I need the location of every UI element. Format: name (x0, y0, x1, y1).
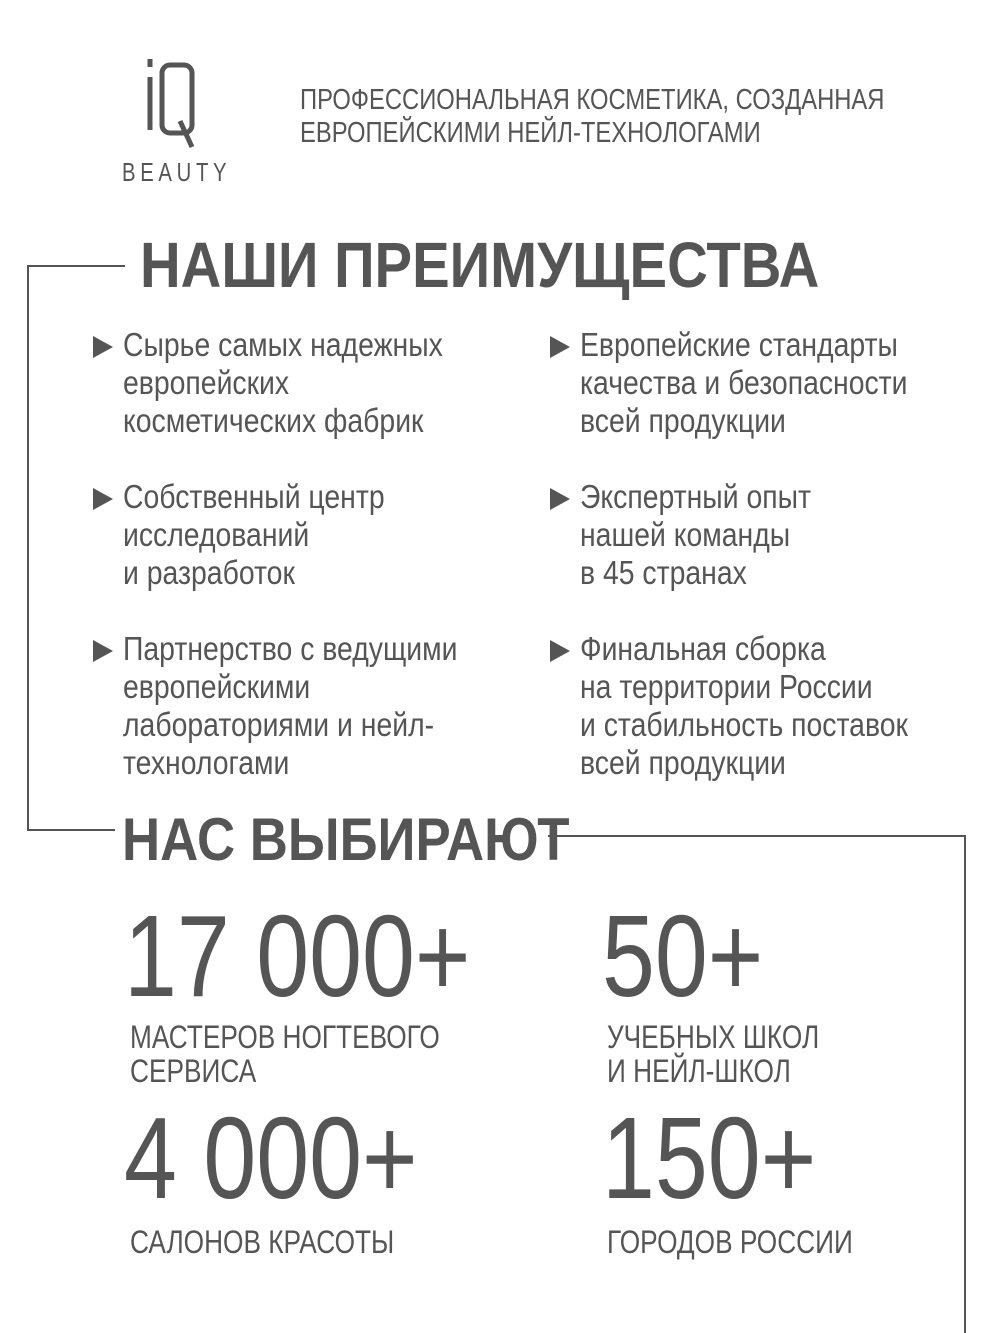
brand-logo (118, 55, 230, 190)
triangle-bullet-icon (550, 488, 570, 510)
advantage-line: косметических фабрик (123, 402, 424, 439)
frame-line-top-left (27, 265, 125, 267)
stat-label-line: ГОРОДОВ РОССИИ (607, 1224, 853, 1260)
advantage-line: Экспертный опыт (580, 478, 811, 515)
brand-tagline (300, 84, 884, 150)
advantage-line: Партнерство с ведущими (123, 630, 458, 667)
tagline-line: ПРОФЕССИОНАЛЬНАЯ КОСМЕТИКА, СОЗДАННАЯ (300, 84, 885, 116)
choose-title: НАС ВЫБИРАЮТ (122, 806, 570, 873)
stat-label (607, 1225, 853, 1259)
advantage-line: всей продукции (580, 744, 786, 781)
advantage-line: Европейские стандарты (580, 326, 898, 363)
stat-label-line: СЕРВИСА (130, 1053, 257, 1089)
advantage-line: качества и безопасности (580, 364, 908, 401)
advantages-title: НАШИ ПРЕИМУЩЕСТВА (140, 229, 820, 301)
advantage-line: европейских (123, 364, 290, 401)
stat-value: 150+ (602, 1093, 817, 1223)
triangle-bullet-icon (550, 336, 570, 358)
advantage-line: и разработок (123, 554, 295, 591)
advantage-line: всей продукции (580, 402, 786, 439)
advantage-line: и стабильность поставок (580, 706, 908, 743)
stat-label-line: САЛОНОВ КРАСОТЫ (130, 1224, 395, 1260)
advantage-line: Сырье самых надежных (123, 326, 443, 363)
stat-label (130, 1020, 440, 1088)
advantage-text (580, 630, 908, 782)
frame-line-bottom-left (27, 829, 115, 831)
advantage-text (123, 478, 385, 592)
triangle-bullet-icon (550, 640, 570, 662)
advantage-text (580, 326, 908, 440)
advantage-line: нашей команды (580, 516, 791, 553)
stat-value: 50+ (602, 891, 764, 1021)
frame-line-left (27, 265, 29, 831)
advantage-text (123, 326, 443, 440)
frame-line-right (964, 835, 966, 1333)
advantage-line: технологами (123, 744, 290, 781)
advantage-line: европейскими (123, 668, 311, 705)
advantage-line: лабораториями и нейл- (123, 706, 435, 743)
stat-label-line: УЧЕБНЫХ ШКОЛ (607, 1019, 820, 1055)
advantage-text (123, 630, 458, 782)
triangle-bullet-icon (93, 488, 113, 510)
stat-label (607, 1020, 819, 1088)
advantage-line: на территории России (580, 668, 873, 705)
stat-label-line: МАСТЕРОВ НОГТЕВОГО (130, 1019, 440, 1055)
stat-label-line: И НЕЙЛ-ШКОЛ (607, 1053, 791, 1089)
advantage-line: Финальная сборка (580, 630, 826, 667)
logo-subtitle: BEAUTY (122, 157, 232, 187)
advantage-line: исследований (123, 516, 310, 553)
iq-logo-mark (142, 55, 202, 155)
advantage-text (580, 478, 811, 592)
advantage-line: Собственный центр (123, 478, 385, 515)
frame-line-mid-right (548, 835, 966, 837)
stat-value: 4 000+ (124, 1093, 418, 1223)
advantage-line: в 45 странах (580, 554, 747, 591)
stat-label (130, 1225, 394, 1259)
triangle-bullet-icon (93, 336, 113, 358)
triangle-bullet-icon (93, 640, 113, 662)
stat-value: 17 000+ (124, 891, 471, 1021)
tagline-line: ЕВРОПЕЙСКИМИ НЕЙЛ-ТЕХНОЛОГАМИ (300, 117, 761, 149)
